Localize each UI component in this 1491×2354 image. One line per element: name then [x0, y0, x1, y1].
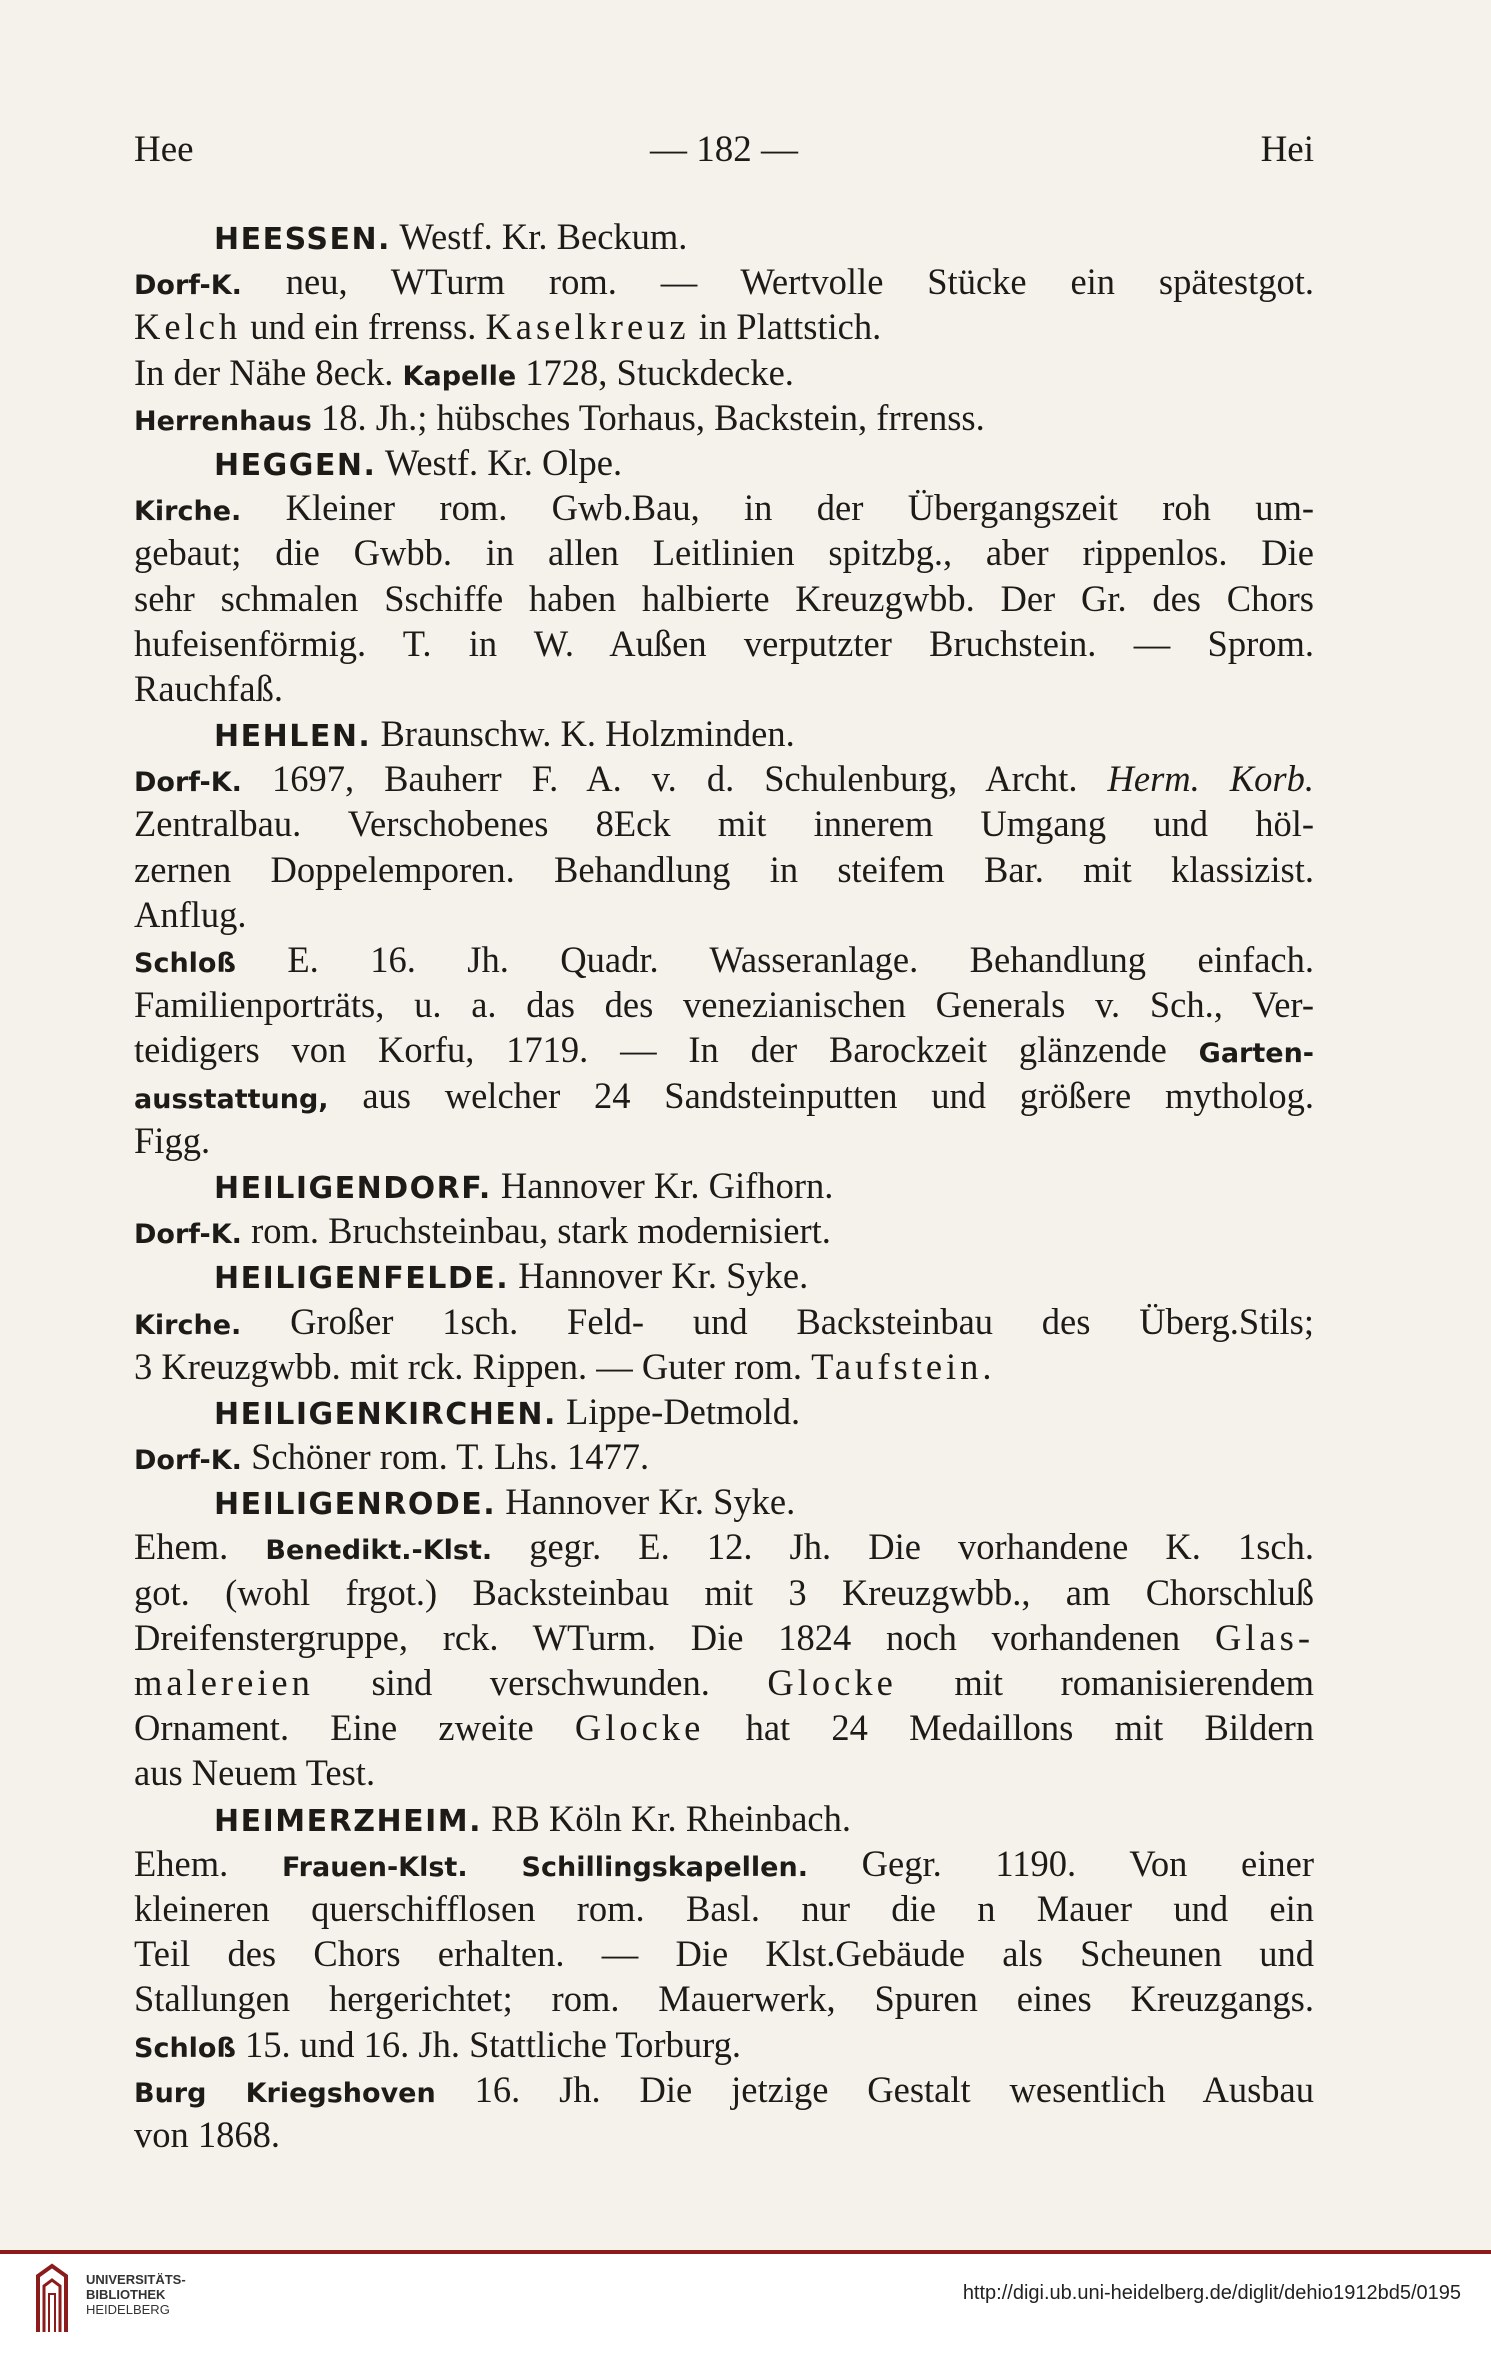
text-line	[134, 1434, 1314, 1479]
text-line	[134, 2112, 1314, 2157]
keyword: Dorf-K.	[134, 270, 242, 302]
text-line	[134, 304, 1314, 349]
keyword: Schloß	[134, 2032, 236, 2064]
text-line	[134, 576, 1314, 621]
text-segment: in Plattstich.	[689, 306, 882, 348]
text-segment: aus Neuem Test.	[134, 1752, 376, 1794]
text-line	[134, 2067, 1314, 2112]
text-segment: Glas-	[1214, 1616, 1314, 1658]
text-line	[134, 801, 1314, 846]
keyword: Frauen-Klst. Schillingskapellen.	[281, 1851, 808, 1883]
text-line	[134, 1886, 1314, 1931]
text-segment: zernen Doppelemporen. Behandlung in steifem Bar. mit klassizist.	[134, 848, 1314, 890]
text-line	[134, 756, 1314, 801]
text-segment: gebaut; die Gwbb. in allen Leitlinien spitzbg., aber rippenlos. Die	[134, 532, 1314, 574]
text-line	[134, 530, 1314, 575]
text-line	[134, 1389, 1314, 1434]
text-segment: Kaselkreuz	[485, 306, 690, 348]
text-line	[134, 711, 1314, 756]
text-segment: 1697, Bauherr F. A. v. d. Schulenburg, Archt.	[241, 758, 1108, 800]
text-line	[134, 892, 1314, 937]
text-segment: 16. Jh. Die jetzige Gestalt wesentlich Ausbau	[435, 2068, 1314, 2110]
text-segment: Herm. Korb.	[1107, 758, 1314, 800]
text-segment: RB Köln Kr. Rheinbach.	[481, 1797, 852, 1839]
text-segment: In der Nähe 8eck.	[134, 351, 403, 393]
keyword: Schloß	[134, 948, 236, 979]
keyword: ausstattung,	[134, 1083, 329, 1115]
permalink-url[interactable]: http://digi.ub.uni-heidelberg.de/diglit/dehio1912bd5/0195	[962, 2282, 1461, 2304]
text-segment: Hannover Kr. Syke.	[496, 1481, 796, 1523]
text-segment: Taufstein.	[811, 1345, 996, 1387]
text-segment: Familienporträts, u. a. das des venezianischen Generals v. Sch., Ver-	[134, 984, 1314, 1026]
text-segment: Kelch	[134, 306, 242, 348]
text-line	[134, 350, 1314, 395]
text-segment: kleineren querschifflosen rom. Basl. nur die n Mauer und ein	[134, 1887, 1314, 1929]
text-line	[134, 1524, 1314, 1569]
text-segment: Braunschw. K. Holzminden.	[371, 713, 795, 755]
text-line	[134, 1931, 1314, 1976]
text-line	[134, 937, 1314, 982]
text-line	[134, 395, 1314, 440]
place-heading: HEILIGENRODE.	[214, 1487, 497, 1523]
text-segment: Zentralbau. Verschobenes 8Eck mit innerem Umgang und höl-	[134, 803, 1314, 845]
text-line	[134, 485, 1314, 530]
text-segment: 15. und 16. Jh. Stattliche Torburg.	[235, 2023, 741, 2065]
text-segment: hufeisenförmig. T. in W. Außen verputzter Bruchstein. — Sprom.	[134, 622, 1314, 664]
keyword: Kapelle	[402, 360, 517, 392]
text-segment: von 1868.	[134, 2113, 280, 2155]
text-line	[134, 2022, 1314, 2067]
text-segment: sehr schmalen Sschiffe haben halbierte Kreuzgwbb. Der Gr. des Chors	[134, 577, 1314, 619]
text-line	[134, 1705, 1314, 1750]
text-line	[134, 1118, 1314, 1163]
library-name-line1: UNIVERSITÄTS-	[86, 2272, 186, 2287]
text-line	[134, 1163, 1314, 1208]
text-line	[134, 1479, 1314, 1524]
text-segment: Ehem.	[134, 1526, 266, 1568]
text-line	[134, 1796, 1314, 1841]
keyword: Garten-	[1198, 1038, 1314, 1070]
text-segment: 18. Jh.; hübsches Torhaus, Backstein, frrenss.	[311, 396, 985, 438]
text-segment: Hannover Kr. Gifhorn.	[491, 1164, 834, 1206]
keyword: Dorf-K.	[134, 767, 242, 799]
place-heading: HEHLEN.	[214, 719, 372, 755]
place-heading: HEILIGENFELDE.	[214, 1261, 510, 1297]
place-heading: HEILIGENKIRCHEN.	[214, 1396, 557, 1432]
keyword: Burg Kriegshoven	[134, 2077, 436, 2109]
text-segment: E. 16. Jh. Quadr. Wasseranlage. Behandlung einfach.	[235, 939, 1314, 980]
library-logo-icon	[32, 2262, 72, 2334]
text-line	[134, 1841, 1314, 1886]
text-segment: sind verschwunden.	[313, 1662, 768, 1703]
text-segment: aus welcher 24 Sandsteinputten und größere mytholog.	[328, 1074, 1314, 1116]
text-line	[134, 1750, 1314, 1795]
text-segment: Westf. Kr. Beckum.	[390, 216, 688, 257]
keyword: Dorf-K.	[134, 1219, 242, 1251]
text-line	[134, 259, 1314, 304]
keyword: Kirche.	[134, 496, 242, 528]
text-line	[134, 1208, 1314, 1253]
text-line	[134, 1570, 1314, 1615]
text-segment: Teil des Chors erhalten. — Die Klst.Gebäude als Scheunen und	[134, 1933, 1314, 1975]
place-heading: HEESSEN.	[214, 222, 391, 257]
header-right-catchword: Hei	[1260, 129, 1314, 170]
text-segment: Lippe-Detmold.	[556, 1390, 801, 1432]
text-segment: Stallungen hergerichtet; rom. Mauerwerk, Spuren eines Kreuzgangs.	[134, 1978, 1314, 2020]
text-segment: neu, WTurm rom. — Wertvolle Stücke ein spätestgot.	[241, 261, 1314, 303]
keyword: Benedikt.-Klst.	[265, 1535, 493, 1567]
text-segment: Schöner rom. T. Lhs. 1477.	[241, 1436, 650, 1478]
text-segment: got. (wohl frgot.) Backsteinbau mit 3 Kreuzgwbb., am Chorschluß	[134, 1571, 1314, 1613]
keyword: Kirche.	[134, 1309, 242, 1341]
text-segment: 3 Kreuzgwbb. mit rck. Rippen. — Guter rom.	[134, 1345, 812, 1387]
text-segment: und ein frrenss.	[241, 306, 486, 348]
text-line	[134, 982, 1314, 1027]
text-segment: Ornament. Eine zweite	[134, 1707, 575, 1749]
text-segment: Großer 1sch. Feld- und Backsteinbau des Überg.Stils;	[241, 1300, 1314, 1342]
text-segment: gegr. E. 12. Jh. Die vorhandene K. 1sch.	[492, 1526, 1315, 1568]
text-segment: Westf. Kr. Olpe.	[376, 441, 623, 483]
text-segment: Figg.	[134, 1119, 211, 1161]
text-line	[134, 666, 1314, 711]
text-segment: teidigers von Korfu, 1719. — In der Barockzeit glänzende	[134, 1029, 1199, 1071]
text-segment: mit romanisierendem	[896, 1662, 1314, 1703]
header-left-catchword: Hee	[134, 129, 194, 170]
text-line	[134, 440, 1314, 485]
place-heading: HEIMERZHEIM.	[214, 1803, 482, 1839]
text-line	[134, 1660, 1314, 1705]
keyword: Dorf-K.	[134, 1445, 242, 1477]
text-line	[134, 1615, 1314, 1660]
text-segment: Dreifenstergruppe, rck. WTurm. Die 1824 noch vorhandenen	[134, 1616, 1215, 1658]
footer-divider	[0, 2250, 1491, 2254]
text-segment: Hannover Kr. Syke.	[509, 1255, 809, 1297]
text-line	[134, 1299, 1314, 1344]
place-heading: HEILIGENDORF.	[214, 1170, 492, 1206]
text-segment: Ehem.	[134, 1842, 282, 1884]
page-number: — 182 —	[650, 129, 798, 170]
body-text	[134, 214, 1314, 2157]
text-line	[134, 1344, 1314, 1389]
text-segment: Glocke	[767, 1662, 897, 1703]
keyword: Herrenhaus	[134, 405, 312, 437]
text-line	[134, 847, 1314, 892]
text-line	[134, 1976, 1314, 2021]
running-header	[134, 128, 1314, 178]
text-segment: Anflug.	[134, 893, 247, 935]
text-segment: rom. Bruchsteinbau, stark modernisiert.	[241, 1210, 831, 1252]
text-line	[134, 1073, 1314, 1118]
text-segment: Rauchfaß.	[134, 667, 283, 709]
text-line	[134, 621, 1314, 666]
library-name	[86, 2272, 186, 2317]
text-segment: Glocke	[574, 1707, 705, 1749]
text-line	[134, 1027, 1314, 1072]
library-name-line2: BIBLIOTHEK	[86, 2287, 166, 2302]
library-name-line3: HEIDELBERG	[86, 2302, 170, 2317]
text-line	[134, 214, 1314, 259]
text-segment: Gegr. 1190. Von einer	[807, 1842, 1314, 1884]
place-heading: HEGGEN.	[214, 447, 377, 483]
text-segment: 1728, Stuckdecke.	[516, 351, 794, 393]
text-segment: Kleiner rom. Gwb.Bau, in der Übergangszeit roh um-	[241, 487, 1314, 529]
text-segment: hat 24 Medaillons mit Bildern	[704, 1707, 1314, 1749]
text-segment: malereien	[134, 1662, 314, 1703]
text-line	[134, 1253, 1314, 1298]
